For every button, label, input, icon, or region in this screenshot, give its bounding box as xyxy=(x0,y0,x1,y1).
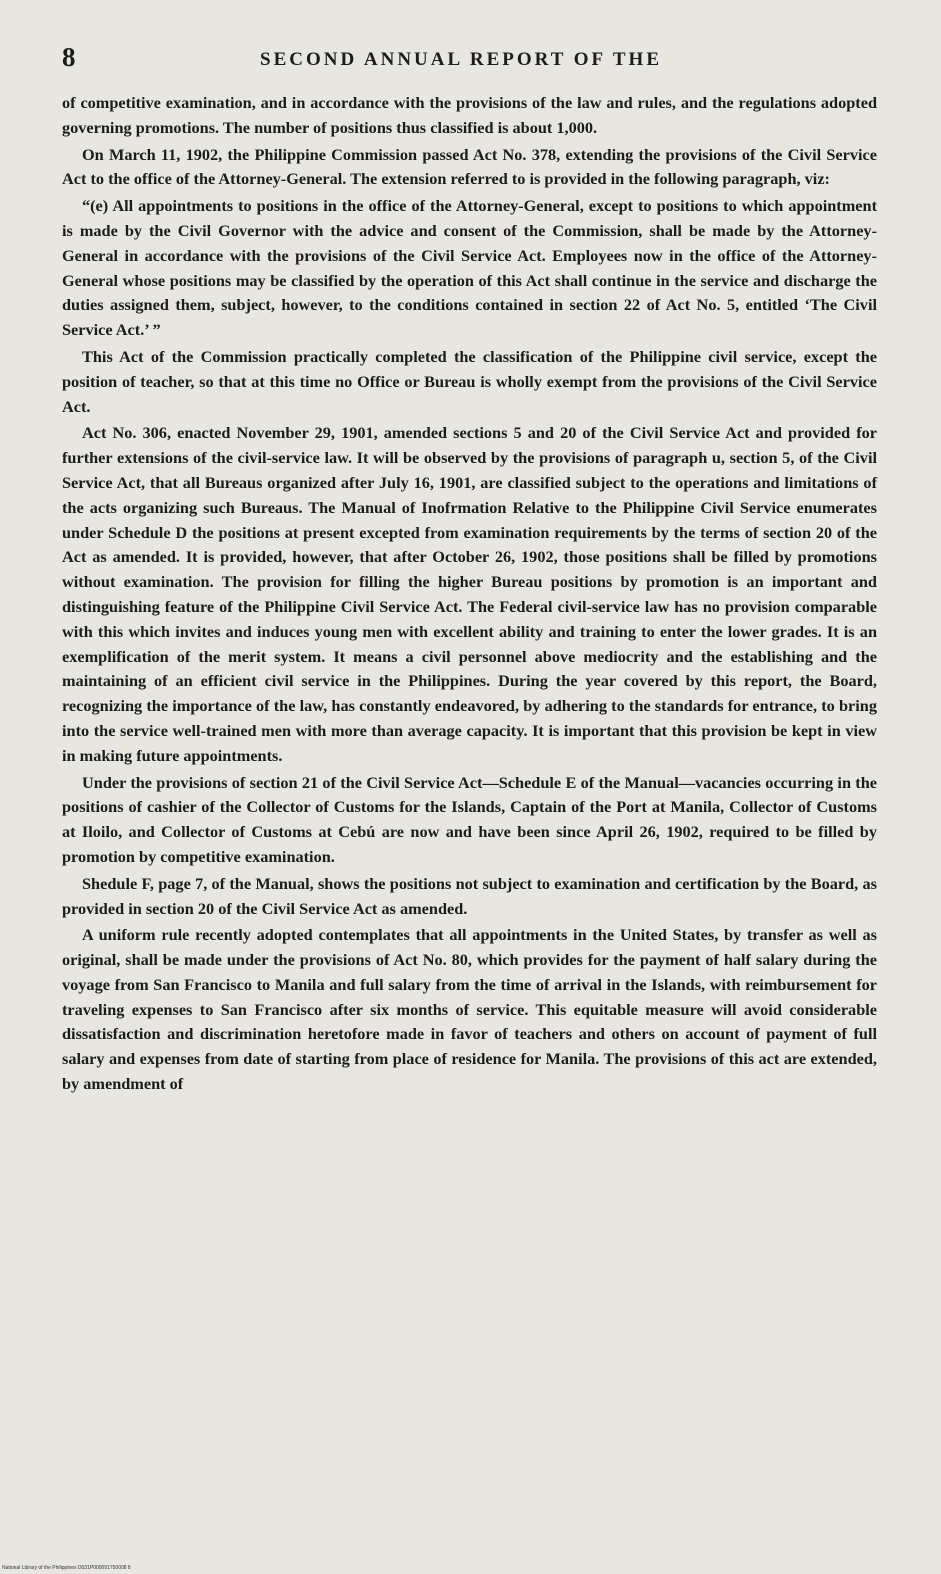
paragraph-uniform-rule: A uniform rule recently adopted contemplates that all appointments in the United States, by transfer as well as original, shall be made under the provisions of Act No. 80, which provides for the payment of half salary during the voyage from San Francisco to Manila and full salary from the time of arrival in the Islands, with reimbursement for traveling expenses to San Francisco after six months of service. This equitable measure will avoid considerable dissatisfaction and discrimination heretofore made in favor of teachers and others on account of payment of full salary and expenses from date of starting from place of residence for Manila. The provisions of this act are extended, by amendment of xyxy=(62,925,877,1094)
paragraph-schedule-f: Shedule F, page 7, of the Manual, shows the positions not subject to examination and certification by the Board, as provided in section 20 of the Civil Service Act as amended. xyxy=(62,873,877,918)
paragraph-act-378: On March 11, 1902, the Philippine Commission passed Act No. 378, extending the provisions of the Civil Service Act to the office of the Attorney-General. The extension referred to is provided in the following paragraph, viz: xyxy=(62,144,877,189)
paragraph-section-21: Under the provisions of section 21 of the Civil Service Act—Schedule E of the Manual—vacancies occurring in the positions of cashier of the Collector of Customs for the Islands, Captain of the Port at Manila, Collector of Customs at Iloilo, and Collector of Customs at Cebú are now and have been since April 26, 1902, required to be filled by promotion by competitive examination. xyxy=(62,772,877,866)
running-head: SECOND ANNUAL REPORT OF THE xyxy=(260,49,662,70)
paragraph-classification-completed: This Act of the Commission practically completed the classification of the Philippine civil service, except the position of teacher, so that at this time no Office or Bureau is wholly exempt from the provisions of the Civil Service Act. xyxy=(62,346,877,416)
paragraph-continuation: of competitive examination, and in accordance with the provisions of the law and rules, and the regulations adopted governing promotions. The number of positions thus classified is about 1,000. xyxy=(62,93,877,137)
paragraph-quoted-section-e: “(e) All appointments to positions in the office of the Attorney-General, except to positions to which appointment is made by the Civil Governor with the advice and consent of the Commission, shall be made by the Attorney-General in accordance with the provisions of the Civil Service Act. Employees now in the office of the Attorney-General whose positions may be classified by the operation of this Act shall continue in the service and discharge the duties assigned them, subject, however, to the conditions contained in section 22 of Act No. 5, entitled ‘The Civil Service Act.’ ” xyxy=(62,196,877,340)
page-header xyxy=(62,42,882,78)
body-text xyxy=(62,91,877,1099)
paragraph-act-306: Act No. 306, enacted November 29, 1901, amended sections 5 and 20 of the Civil Service Act and provided for further extensions of the civil-service law. It will be observed by the provisions of paragraph u, section 5, of the Civil Service Act, that all Bureaus organized after July 16, 1901, are classified subject to the operations and limitations of the acts organizing such Bureaus. The Manual of Inofrmation Relative to the Philippine Civil Service enumerates under Schedule D the positions at present excepted from examination requirements by the terms of section 20 of the Act as amended. It is provided, however, that after October 26, 1902, those positions shall be filled by promotions without examination. The provision for filling the higher Bureau positions by promotion is an important and distinguishing feature of the Philippine Civil Service Act. The Federal civil-service law has no provision comparable with this which invites and induces young men with excellent ability and training to enter the lower grades. It is an exemplification of the merit system. It means a civil personnel above mediocrity and the establishing and the maintaining of an efficient civil service in the Philippines. During the year covered by this report, the Board, recognizing the importance of the law, has constantly endeavored, by adhering to the standards for entrance, to bring into the service well-trained men with more than average capacity. It is important that this provision be kept in view in making future appointments. xyxy=(62,423,877,765)
scan-footer: National Library of the Philippines D031P000091750008 8 xyxy=(2,1565,131,1571)
page-number: 8 xyxy=(62,42,76,72)
